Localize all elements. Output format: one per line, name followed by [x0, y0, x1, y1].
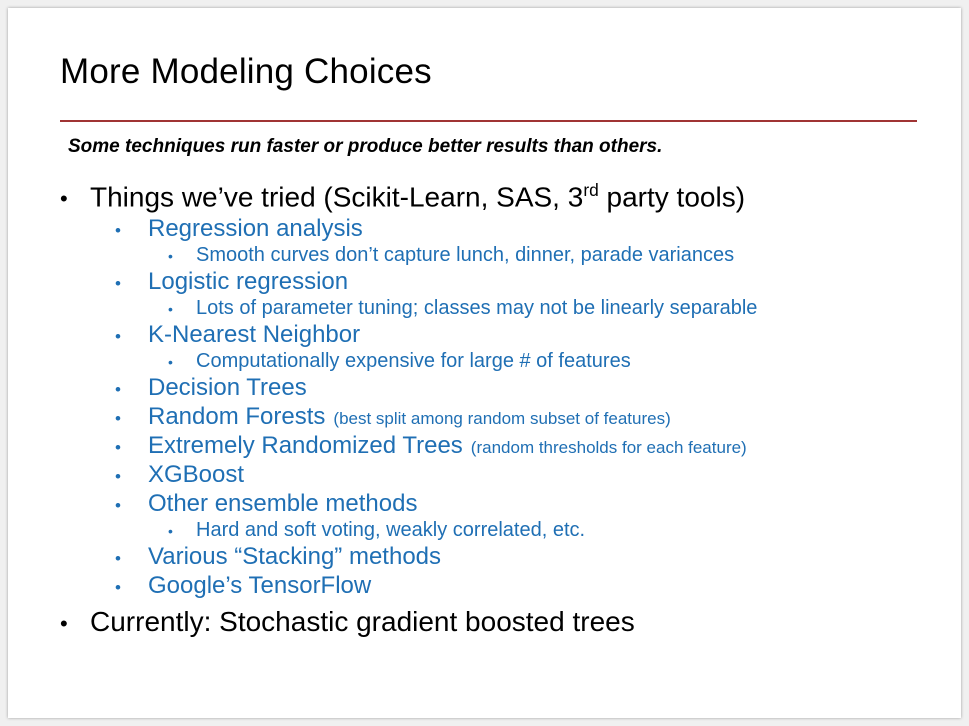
list-item-label: XGBoost — [148, 461, 245, 489]
list-item — [115, 403, 940, 431]
bullet-glyph-icon: • — [115, 467, 121, 487]
bullet-glyph-icon: • — [115, 274, 121, 294]
slide-title: More Modeling Choices — [60, 52, 432, 91]
list-item-label: Other ensemble methods — [148, 490, 418, 518]
list-item — [115, 215, 940, 243]
bullet-footer-text: Currently: Stochastic gradient boosted trees — [90, 606, 635, 638]
slide-body — [60, 178, 940, 640]
bullet-glyph-icon: • — [115, 327, 121, 347]
list-item — [168, 519, 940, 542]
slide-canvas — [8, 8, 961, 718]
list-item-label: Smooth curves don’t capture lunch, dinner, parade variances — [196, 244, 735, 267]
bullet-glyph-icon: • — [115, 380, 121, 400]
bullet-footer — [60, 606, 940, 638]
title-divider — [60, 120, 917, 122]
list-item-note: (best split among random subset of features) — [333, 409, 671, 429]
list-item-label: Lots of parameter tuning; classes may not be linearly separable — [196, 297, 758, 320]
list-item-label: Random Forests — [148, 403, 326, 431]
list-item-label: K-Nearest Neighbor — [148, 321, 361, 349]
list-item-label: Regression analysis — [148, 215, 363, 243]
bullet-heading-text — [90, 180, 745, 213]
bullet-glyph-icon: • — [115, 496, 121, 516]
list-item — [168, 244, 940, 267]
list-item-label: Various “Stacking” methods — [148, 543, 442, 571]
list-item-label: Extremely Randomized Trees — [148, 432, 463, 460]
heading-ordinal-suffix: rd — [583, 180, 599, 200]
bullet-glyph-icon: • — [168, 248, 173, 265]
bullet-glyph-icon: • — [168, 354, 173, 371]
slide-subtitle: Some techniques run faster or produce better results than others. — [68, 136, 663, 157]
bullet-glyph-icon: • — [115, 578, 121, 598]
list-item-label: Decision Trees — [148, 374, 307, 402]
list-item-label: Hard and soft voting, weakly correlated, etc. — [196, 519, 586, 542]
list-item — [115, 490, 940, 518]
list-item — [115, 432, 940, 460]
bullet-glyph-icon: • — [115, 221, 121, 241]
list-item-label: Google’s TensorFlow — [148, 572, 372, 600]
list-item — [115, 543, 940, 571]
list-item — [115, 321, 940, 349]
heading-pre: Things we’ve tried (Scikit-Learn, SAS, 3 — [90, 181, 584, 213]
list-item — [168, 350, 940, 373]
bullet-glyph-icon: • — [115, 409, 121, 429]
bullet-glyph-icon: • — [60, 611, 68, 637]
list-item — [168, 297, 940, 320]
bullet-glyph-icon: • — [115, 438, 121, 458]
bullet-glyph-icon: • — [168, 523, 173, 540]
bullet-glyph-icon: • — [115, 549, 121, 569]
list-item-note: (random thresholds for each feature) — [470, 438, 747, 458]
bullet-glyph-icon: • — [60, 186, 68, 212]
list-item — [115, 572, 940, 600]
heading-post: party tools) — [598, 181, 746, 213]
list-item — [115, 461, 940, 489]
list-item-label: Computationally expensive for large # of features — [196, 350, 631, 373]
list-item-label: Logistic regression — [148, 268, 349, 296]
list-item — [115, 268, 940, 296]
bullet-heading — [60, 180, 940, 213]
bullet-glyph-icon: • — [168, 301, 173, 318]
list-item — [115, 374, 940, 402]
